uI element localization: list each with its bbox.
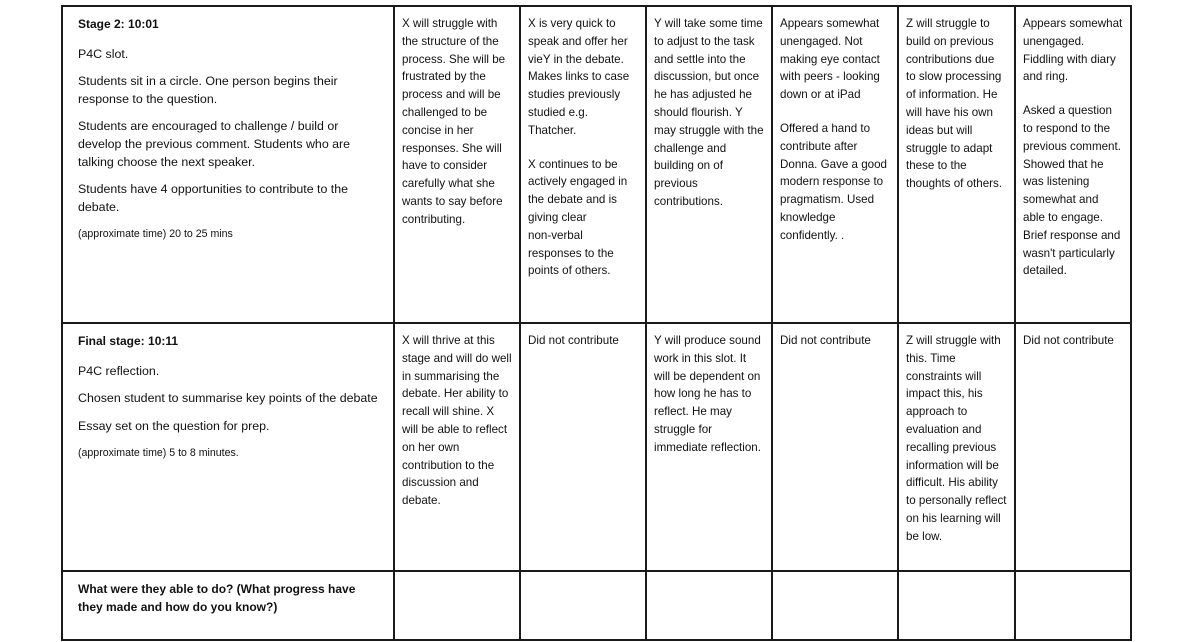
stage-paragraph: Essay set on the question for prep.: [78, 418, 270, 433]
observation-cell: [520, 6, 646, 323]
observation-text: X will thrive at this stage and will do well in summarising the debate. Her ability to recall will shine. X will be able to reflect on her own contribution to the discussion and debate.: [402, 334, 512, 508]
observation-text: Did not contribute: [528, 334, 619, 347]
observation-text: Z will struggle to build on previous contributions due to slow processing of information. He will have his own ideas but will struggle to adapt these to the thoughts of others.: [906, 17, 1003, 191]
stage-paragraph: P4C reflection.: [78, 363, 160, 378]
stage-paragraph: Students are encouraged to challenge / build or develop the previous comment. Students who are talking choose the next speaker.: [78, 119, 351, 169]
observation-text: Z will struggle with this. Time constraints will impact this, his approach to evaluation and recalling previous information will be difficult. His ability to personally reflect on his learning will be low.: [906, 334, 1007, 543]
empty-cell: [898, 571, 1015, 640]
observation-text: X continues to be actively engaged in the debate and is giving clear non-verbal responses to the points of others.: [528, 157, 628, 278]
empty-cell: [394, 571, 520, 640]
observation-text: Appears somewhat unengaged. Not making eye contact with peers - looking down or at iPad: [780, 17, 880, 102]
observation-table: [61, 5, 1132, 641]
empty-cell: [772, 571, 898, 640]
stage-paragraph: P4C slot.: [78, 46, 129, 61]
observation-text: X is very quick to speak and offer her vieY in the debate. Makes links to case studies previously studied e.g. Thatcher.: [528, 17, 630, 137]
observation-cell: [394, 323, 520, 571]
observation-cell: [520, 323, 646, 571]
observation-cell: [772, 6, 898, 323]
table-row: [62, 6, 1131, 323]
observation-text: Did not contribute: [780, 334, 871, 347]
observation-cell: [646, 323, 772, 571]
observation-text: Offered a hand to contribute after Donna. Gave a good modern response to pragmatism. Used knowledge confidently. .: [780, 121, 887, 242]
observation-text: Appears somewhat unengaged. Fiddling with diary and ring.: [1023, 17, 1123, 84]
observation-text: X will struggle with the structure of the process. She will be frustrated by the process and will be challenged to be concise in her responses. She will have to consider carefully what she wants to say before contributing.: [402, 17, 506, 226]
table-row: [62, 571, 1131, 640]
observation-text: Y will produce sound work in this slot. It will be dependent on how long he has to reflect. He may struggle for immediate reflection.: [654, 334, 761, 454]
stage-title: Stage 2: 10:01: [78, 17, 159, 31]
observation-cell: [898, 323, 1015, 571]
empty-cell: [1015, 571, 1131, 640]
observation-cell: [1015, 6, 1131, 323]
observation-cell: [772, 323, 898, 571]
observation-cell: [646, 6, 772, 323]
observation-cell: [394, 6, 520, 323]
empty-cell: [646, 571, 772, 640]
observation-cell: [898, 6, 1015, 323]
empty-cell: [520, 571, 646, 640]
stage-description-cell: [62, 323, 394, 571]
stage-paragraph: Chosen student to summarise key points of the debate: [78, 391, 378, 406]
stage-time: (approximate time) 5 to 8 minutes.: [78, 447, 239, 460]
table-row: [62, 323, 1131, 571]
progress-question: What were they able to do? (What progress have they made and how do you know?): [78, 582, 356, 614]
stage-paragraph: Students sit in a circle. One person begins their response to the question.: [78, 74, 338, 106]
stage-paragraph: Students have 4 opportunities to contribute to the debate.: [78, 182, 349, 214]
observation-cell: [1015, 323, 1131, 571]
stage-description-cell: [62, 6, 394, 323]
stage-title: Final stage: 10:11: [78, 334, 179, 348]
observation-text: Asked a question to respond to the previous comment. Showed that he was listening somewhat and able to engage. Brief response and wasn't particularly detailed.: [1023, 104, 1121, 278]
observation-text: Did not contribute: [1023, 334, 1114, 347]
stage-time: (approximate time) 20 to 25 mins: [78, 228, 233, 241]
progress-question-cell: [62, 571, 394, 640]
observation-text: Y will take some time to adjust to the task and settle into the discussion, but once he has adjusted he should flourish. Y may struggle with the challenge and building on of previous contributions.: [654, 17, 764, 208]
